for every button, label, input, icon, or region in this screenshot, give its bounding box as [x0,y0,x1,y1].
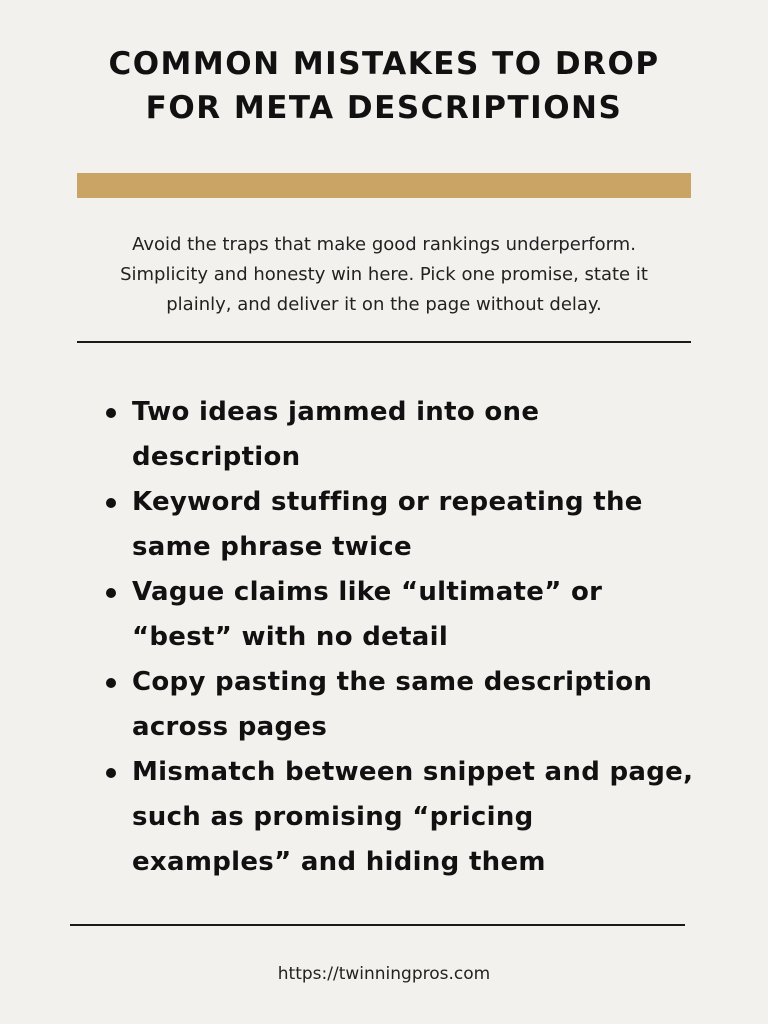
bullet-icon [106,408,116,418]
list-item [100,390,700,480]
divider-bottom [70,924,685,926]
list-item [100,570,700,660]
bullet-icon [106,678,116,688]
bullet-icon [106,498,116,508]
page-title [40,42,728,130]
list-item-text: Two ideas jammed into one description [132,397,540,472]
bullet-icon [106,768,116,778]
list-item [100,750,700,885]
divider-top [77,341,691,343]
list-item [100,660,700,750]
title-line-1: COMMON MISTAKES TO DROP [108,46,660,82]
footer-url[interactable]: https://twinningpros.com [277,964,491,984]
accent-bar [77,173,691,198]
title-line-2: FOR META DESCRIPTIONS [145,90,623,126]
list-item-text: Vague claims like “ultimate” or “best” with no detail [132,577,603,652]
list-item-text: Mismatch between snippet and page, such as promising “pricing examples” and hiding them [132,757,694,877]
intro-text: Avoid the traps that make good rankings underperform. Simplicity and honesty win here. Pick one promise, state it plainly, and deliver it on the page without delay. [120,234,648,315]
list-item-text: Copy pasting the same description across pages [132,667,653,742]
bullet-icon [106,588,116,598]
list-item [100,480,700,570]
list-item-text: Keyword stuffing or repeating the same phrase twice [132,487,643,562]
mistakes-list [100,390,700,885]
